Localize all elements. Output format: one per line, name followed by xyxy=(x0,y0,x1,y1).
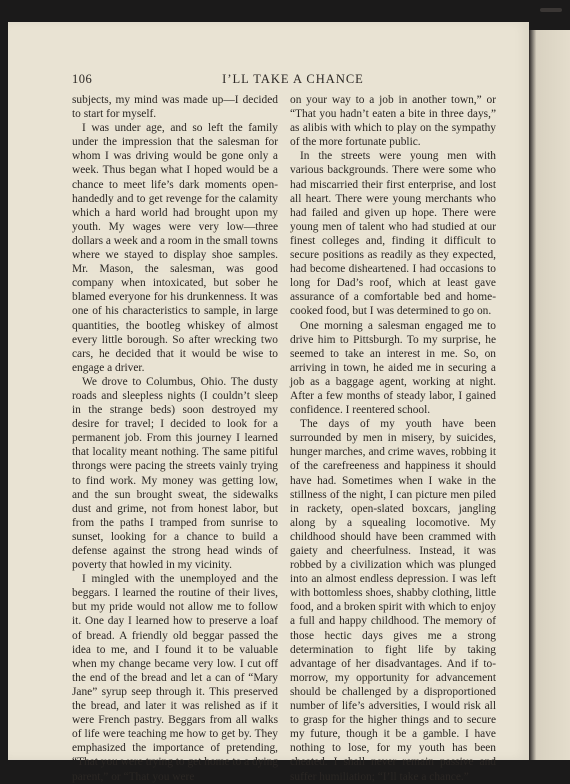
page-header xyxy=(72,72,514,88)
running-title: I’LL TAKE A CHANCE xyxy=(222,72,364,86)
adjacent-page-edge xyxy=(529,30,570,760)
paragraph: We drove to Columbus, Ohio. The dusty roads and sleepless nights (I couldn’t sleep in the strange beds) soon destroyed my desire for travel; I decided to look for a permanent job. From this journey I learned that locality meant nothing. The same pitiful throngs were pacing the streets vainly trying to find work. My money was getting low, and the sun brought sweat, the sidewalks dust and grime, not from honest labor, but from the paths I tramped from sunrise to sunset, looking for a chance to build a defense against the strong head winds of poverty that howled in my vicinity. xyxy=(72,375,278,572)
paragraph: on your way to a job in another town,” or “That you hadn’t eaten a bite in three days,” as alibis with which to play on the sympathy of the more fortunate public. xyxy=(290,94,496,149)
page-edge-mark xyxy=(540,8,562,12)
paragraph: The days of my youth have been surrounded by men in misery, by suicides, hunger marches, and crime waves, robbing it of the carefreeness and happiness it should have had. Sometimes when I wake in the stillness of the night, I can picture men piled in rackety, open-slated boxcars, jangling along by a squealing locomotive. My childhood should have been crammed with gaiety and cheerfulness. Instead, it was robbed by a civilization which was plunged into an almost endless depression. I was left with bottomless shoes, shabby clothing, little food, and a broken spirit with which to enjoy a full and happy childhood. The memory of those hectic days gives me a strong determination to fight life by taking advantage of her disadvantages. And if to-morrow, my opportunity for advancement should be challenged by a disproportioned number of life’s adversities, I would risk all to grasp for the higher things and to secure my future, though it be a gamble. I have nothing to lose, for my youth has been cheated. I shall never remain passive and suffer humiliation; “I’ll take a chance.” xyxy=(290,418,496,783)
paragraph: One morning a salesman engaged me to drive him to Pittsburgh. To my surprise, he seemed to take an interest in me. So, on arriving in town, he aided me in securing a job as a baggage agent, working at night. After a few months of steady labor, I gained confidence. I reentered school. xyxy=(290,319,496,417)
right-column xyxy=(290,93,496,784)
paragraph: In the streets were young men with various backgrounds. There were some who had miscarried their first enterprise, and lost all heart. There were young merchants who had failed and given up hope. There were young men of talent who had studied at our finest colleges and, finding it difficult to secure positions as readily as they expected, had become disheartened. I had occasions to long for Dad’s roof, which at least gave assurance of a comfortable bed and home-cooked food, but I was determined to go on. xyxy=(290,150,496,318)
left-column xyxy=(72,93,278,784)
paragraph: I was under age, and so left the family under the impression that the salesman for whom I was driving would be gone only a week. Thus began what I hoped would be a chance to meet life’s dark moments open-handedly and to get revenge for the calamity which a hard world had brought upon my youth. My wages were very low—three dollars a week and a room in the small towns where we stayed to display shoe samples. Mr. Mason, the salesman, was good company when intoxicated, but sober he blamed everyone for his drunkenness. It was one of his characteristics to sample, in large quantities, the bootleg whiskey of almost every little borough. So after wrecking two cars, he decided that it would be wise to engage a driver. xyxy=(72,122,278,374)
paragraph: I mingled with the unemployed and the beggars. I learned the routine of their lives, but my pride would not allow me to follow it. One day I learned how to preserve a loaf of bread. A friendly old beggar passed the idea to me, and I found it to be valuable when my change became very low. I cut off the end of the bread and let a can of “Mary Jane” syrup seep through it. This preserved the bread, and later it was relished as if it were French pastry. Beggars from all walks of life were teaching me how to get by. They emphasized the importance of pretending, “That you were trying to get home to a dying parent,” or “That you were xyxy=(72,573,278,783)
page-number: 106 xyxy=(72,72,93,86)
paragraph: subjects, my mind was made up—I decided to start for myself. xyxy=(72,94,278,121)
